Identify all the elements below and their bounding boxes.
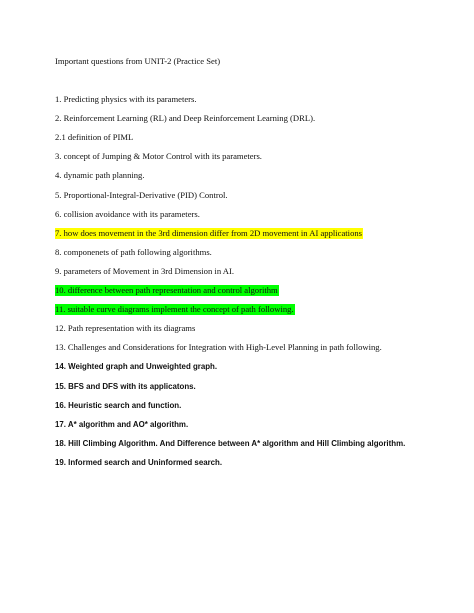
question-item [55,94,197,105]
question-item [55,323,195,334]
question-item [55,457,222,468]
question-text: 12. Path representation with its diagrams [55,323,196,334]
question-item [55,400,181,411]
question-item [55,132,133,143]
question-item [55,151,262,162]
question-text: 13. Challenges and Considerations for Integration with High-Level Planning in path following. [55,342,382,353]
question-item [55,113,315,124]
highlighted-question-text: 7. how does movement in the 3rd dimension differ from 2D movement in AI applications [55,227,363,238]
question-text: 2. Reinforcement Learning (RL) and Deep Reinforcement Learning (DRL). [55,113,316,124]
question-text: 14. Weighted graph and Unweighted graph. [55,362,218,372]
question-text: 2.1 definition of PIML [55,132,134,143]
question-text: 3. concept of Jumping & Motor Control with its parameters. [55,151,262,162]
highlighted-question-text: 10. difference between path representation and control algorithm [55,285,278,295]
question-item [55,304,295,315]
question-item [55,419,188,430]
question-item [55,342,382,353]
question-item [55,209,200,220]
question-item [55,266,234,277]
question-text: 6. collision avoidance with its parameters. [55,208,200,219]
question-text: 19. Informed search and Uninformed search. [55,457,223,467]
highlighted-question-text: 11. suitable curve diagrams implement the concept of path following. [55,304,294,315]
question-text: 5. Proportional-Integral-Derivative (PID) Control. [55,189,228,200]
document-heading: Important questions from UNIT-2 (Practice Set) [55,56,221,66]
question-text: 8. componenets of path following algorithms. [55,246,212,257]
question-item [55,381,196,392]
question-item [55,190,228,201]
question-text: 15. BFS and DFS with its applicatons. [55,381,196,391]
question-item [55,247,212,258]
question-item [55,228,363,239]
question-item [55,438,405,449]
question-item [55,285,279,296]
question-text: 16. Heuristic search and function. [55,400,182,410]
question-item [55,170,145,181]
question-text: 4. dynamic path planning. [55,170,145,181]
question-text: 1. Predicting physics with its parameters. [55,94,197,104]
question-text: 17. A* algorithm and AO* algorithm. [55,419,189,429]
question-text: 18. Hill Climbing Algorithm. And Difference between A* algorithm and Hill Climbing algorithm. [55,438,406,448]
question-item [55,361,217,372]
question-text: 9. parameters of Movement in 3rd Dimension in AI. [55,265,234,276]
